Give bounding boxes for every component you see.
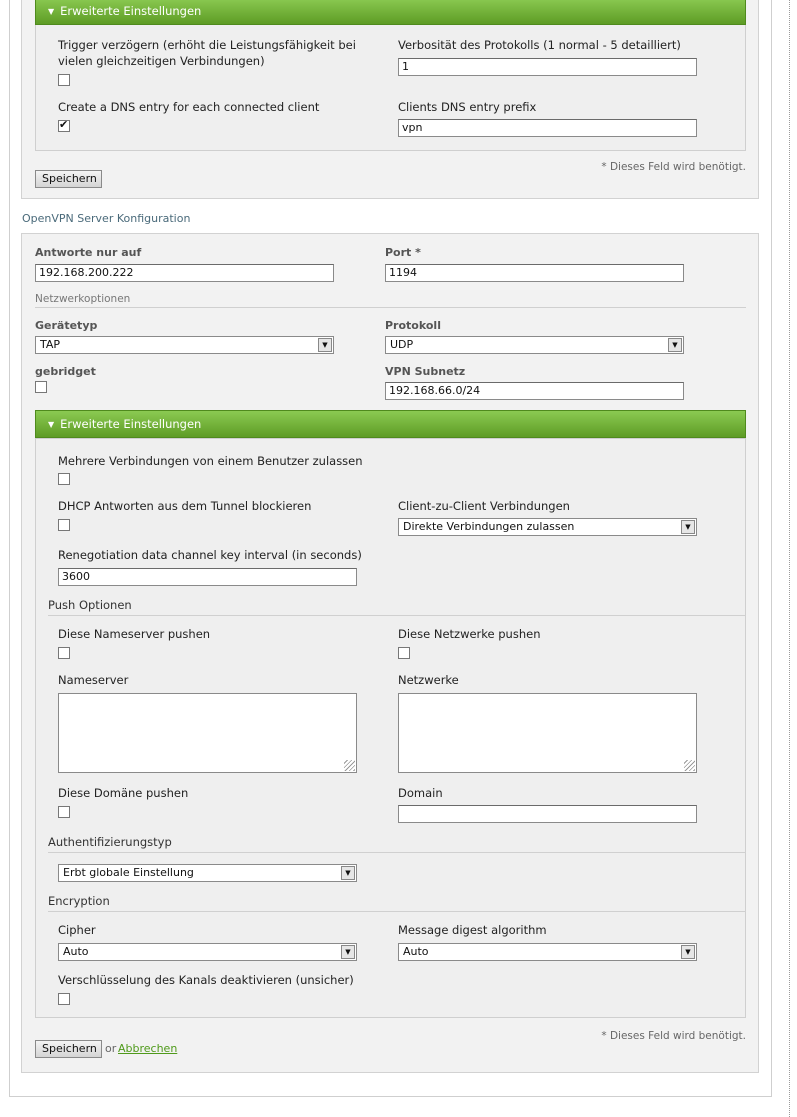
nameserver-textarea[interactable] xyxy=(58,693,357,773)
reneg-input[interactable]: 3600 xyxy=(58,568,357,586)
verbosity-label: Verbosität des Protokolls (1 normal - 5 detailliert) xyxy=(398,38,681,52)
multi-conn-label: Mehrere Verbindungen von einem Benutzer zulassen xyxy=(58,454,363,468)
network-options-title: Netzwerkoptionen xyxy=(35,293,131,305)
bridged-label: gebridget xyxy=(35,365,96,378)
client-to-client-label: Client-zu-Client Verbindungen xyxy=(398,499,570,513)
encryption-separator xyxy=(48,911,746,912)
dns-prefix-label: Clients DNS entry prefix xyxy=(398,100,537,114)
networks-textarea[interactable] xyxy=(398,693,697,773)
server-config-title: OpenVPN Server Konfiguration xyxy=(22,212,191,225)
disable-encryption-checkbox[interactable] xyxy=(58,993,70,1005)
advanced-settings-header-label-2: Erweiterte Einstellungen xyxy=(60,417,202,431)
chevron-down-icon: ▼ xyxy=(341,945,355,959)
push-domain-checkbox[interactable] xyxy=(58,806,70,818)
triangle-down-icon: ▼ xyxy=(48,7,55,16)
vpn-subnet-input[interactable]: 192.168.66.0/24 xyxy=(385,382,684,400)
scrollbar[interactable] xyxy=(789,0,797,1117)
protocol-select[interactable] xyxy=(385,336,684,354)
required-note-bottom: * Dieses Feld wird benötigt. xyxy=(601,1030,746,1042)
dns-entry-checkbox[interactable] xyxy=(58,120,70,132)
trigger-delay-label-line2: vielen gleichzeitigen Verbindungen) xyxy=(58,54,265,68)
required-note-top: * Dieses Feld wird benötigt. xyxy=(601,161,746,173)
digest-value: Auto xyxy=(403,945,429,958)
push-networks-label: Diese Netzwerke pushen xyxy=(398,627,541,641)
digest-select[interactable] xyxy=(398,943,697,961)
device-type-value: TAP xyxy=(40,338,61,351)
triangle-down-icon: ▼ xyxy=(48,420,55,429)
push-options-separator xyxy=(48,615,746,616)
listen-label: Antworte nur auf xyxy=(35,246,142,259)
push-networks-checkbox[interactable] xyxy=(398,647,410,659)
domain-input[interactable] xyxy=(398,805,697,823)
chevron-down-icon: ▼ xyxy=(681,520,695,534)
advanced-settings-header-top[interactable] xyxy=(35,0,746,25)
listen-input[interactable]: 192.168.200.222 xyxy=(35,264,334,282)
protocol-label: Protokoll xyxy=(385,319,441,332)
auth-type-title: Authentifizierungstyp xyxy=(48,835,172,849)
push-ns-label: Diese Nameserver pushen xyxy=(58,627,211,641)
verbosity-input[interactable]: 1 xyxy=(398,58,697,76)
advanced-settings-header-label: Erweiterte Einstellungen xyxy=(60,4,202,18)
push-options-title: Push Optionen xyxy=(48,598,132,612)
cipher-select[interactable] xyxy=(58,943,357,961)
port-input[interactable]: 1194 xyxy=(385,264,684,282)
device-type-label: Gerätetyp xyxy=(35,319,98,332)
dns-entry-label: Create a DNS entry for each connected client xyxy=(58,100,320,114)
nameserver-label: Nameserver xyxy=(58,673,129,687)
disable-encryption-label: Verschlüsselung des Kanals deaktivieren (unsicher) xyxy=(58,973,354,987)
port-label: Port * xyxy=(385,246,421,259)
digest-label: Message digest algorithm xyxy=(398,923,547,937)
dhcp-block-checkbox[interactable] xyxy=(58,519,70,531)
or-text: or xyxy=(105,1042,117,1055)
save-button[interactable]: Speichern xyxy=(35,1040,102,1058)
dns-prefix-input[interactable]: vpn xyxy=(398,119,697,137)
encryption-title: Encryption xyxy=(48,894,110,908)
networks-label: Netzwerke xyxy=(398,673,459,687)
resize-grip-icon[interactable] xyxy=(684,760,695,771)
chevron-down-icon: ▼ xyxy=(318,338,332,352)
device-type-select[interactable] xyxy=(35,336,334,354)
trigger-delay-label: Trigger verzögern (erhöht die Leistungsfähigkeit bei xyxy=(58,38,356,52)
save-button-top[interactable]: Speichern xyxy=(35,170,102,188)
network-options-separator xyxy=(35,307,746,308)
cancel-link[interactable]: Abbrechen xyxy=(118,1042,178,1055)
multi-conn-checkbox[interactable] xyxy=(58,473,70,485)
client-to-client-select[interactable] xyxy=(398,518,697,536)
push-ns-checkbox[interactable] xyxy=(58,647,70,659)
resize-grip-icon[interactable] xyxy=(344,760,355,771)
trigger-delay-checkbox[interactable] xyxy=(58,74,70,86)
protocol-value: UDP xyxy=(390,338,414,351)
chevron-down-icon: ▼ xyxy=(341,866,355,880)
chevron-down-icon: ▼ xyxy=(668,338,682,352)
cipher-value: Auto xyxy=(63,945,89,958)
domain-label: Domain xyxy=(398,786,443,800)
chevron-down-icon: ▼ xyxy=(681,945,695,959)
dhcp-block-label: DHCP Antworten aus dem Tunnel blockieren xyxy=(58,499,312,513)
vpn-subnet-label: VPN Subnetz xyxy=(385,365,466,378)
cipher-label: Cipher xyxy=(58,923,96,937)
auth-type-select[interactable] xyxy=(58,864,357,882)
bridged-checkbox[interactable] xyxy=(35,381,47,393)
client-to-client-value: Direkte Verbindungen zulassen xyxy=(403,520,575,533)
reneg-label: Renegotiation data channel key interval (in seconds) xyxy=(58,548,362,562)
advanced-settings-header[interactable] xyxy=(35,410,746,438)
auth-type-value: Erbt globale Einstellung xyxy=(63,866,194,879)
auth-type-separator xyxy=(48,852,746,853)
push-domain-label: Diese Domäne pushen xyxy=(58,786,189,800)
